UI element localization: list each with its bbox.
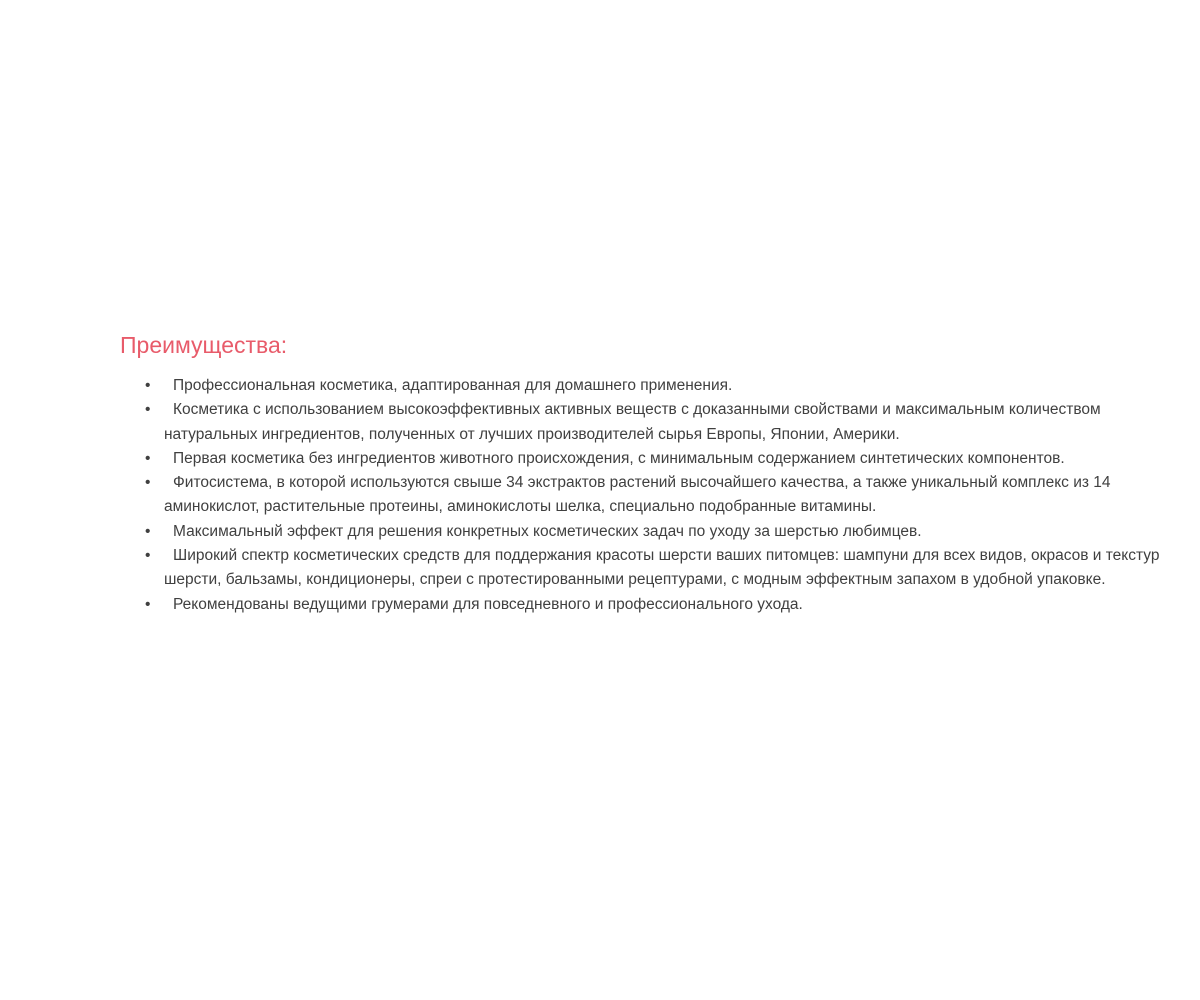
list-item-text: Первая косметика без ингредиентов животного происхождения, с минимальным содержанием синтетических компонентов. — [173, 449, 1065, 467]
benefits-list — [120, 374, 1190, 617]
list-item-text: Профессиональная косметика, адаптированная для домашнего применения. — [173, 377, 733, 394]
section-heading: Преимущества: — [120, 332, 288, 358]
list-item — [145, 520, 1190, 544]
list-item-text: Косметика с использованием высокоэффективных активных веществ с доказанными свойствами и максимальным количеством натуральных ингредиентов, полученных от лучших производителей сырья Европы, Японии, Америки. — [164, 401, 1101, 443]
bullet-icon: • — [145, 595, 151, 613]
list-item — [145, 374, 1190, 398]
bullet-icon: • — [145, 474, 151, 492]
bullet-icon: • — [145, 401, 151, 419]
list-item-text: Рекомендованы ведущими грумерами для повседневного и профессионального ухода. — [173, 595, 803, 613]
bullet-icon: • — [145, 377, 151, 394]
bullet-icon: • — [145, 547, 151, 565]
list-item — [145, 447, 1190, 471]
bullet-icon: • — [145, 522, 151, 540]
list-item — [145, 471, 1190, 520]
list-item-text: Широкий спектр косметических средств для поддержания красоты шерсти ваших питомцев: шампуни для всех видов, окрасов и текстур шерсти, бальзамы, кондиционеры, спреи с протестированными рецептурами, с модным эффектным запахом в удобной упаковке. — [164, 547, 1160, 589]
benefits-section — [120, 330, 1190, 617]
list-item-text: Фитосистема, в которой используются свыше 34 экстрактов растений высочайшего качества, а также уникальный комплекс из 14 аминокислот, растительные протеины, аминокислоты шелка, специально подобранные витамины. — [164, 474, 1111, 516]
list-item — [145, 398, 1190, 447]
list-item-text: Максимальный эффект для решения конкретных косметических задач по уходу за шерстью любимцев. — [173, 522, 922, 540]
list-item — [145, 593, 1190, 617]
list-item — [145, 544, 1190, 593]
bullet-icon: • — [145, 449, 151, 467]
